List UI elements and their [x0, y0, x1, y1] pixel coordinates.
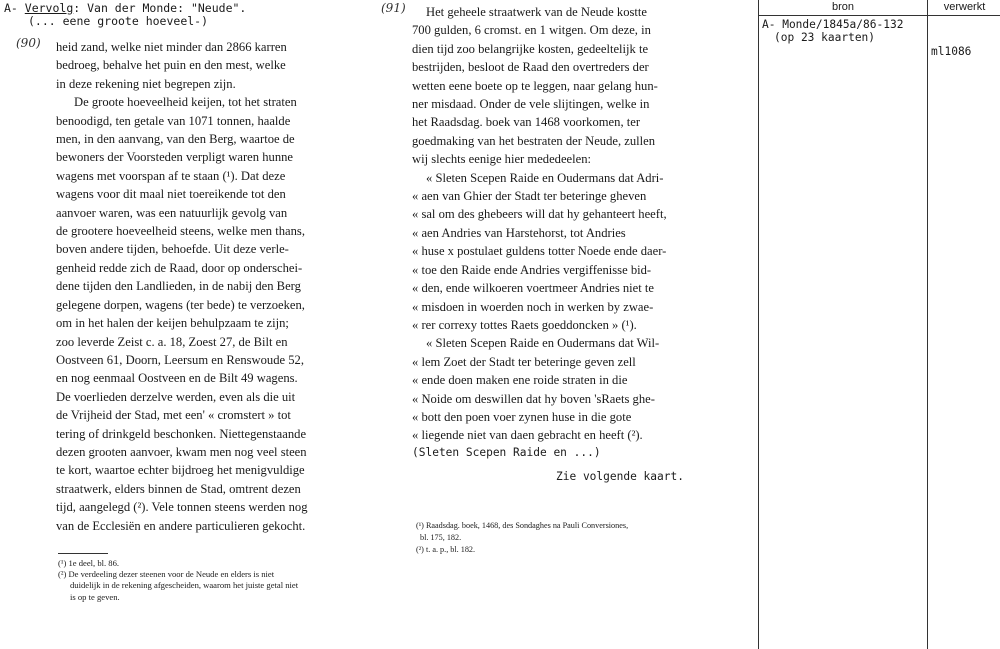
quote-line: « rer correxy tottes Raets goeddoncken » (¹). — [412, 317, 637, 332]
footnote: (¹) 1e deel, bl. 86. — [58, 558, 120, 568]
quote-line: « sal om des ghebeers will dat hy gehanteert heeft, — [412, 207, 667, 222]
card-header — [4, 2, 334, 28]
text-line: de grootere hoeveelheid steens, welke men thans, — [56, 224, 305, 239]
text-line: men, in den aanvang, van den Berg, waartoe de — [56, 132, 295, 147]
quote-line: « den, ende wilkoeren voertmeer Andries niet te — [412, 281, 654, 296]
column-divider — [927, 0, 928, 649]
header-verwerkt: verwerkt — [943, 1, 986, 13]
quote-line: « bott den poen voer zynen huse in die gote — [412, 409, 632, 424]
footnote: (²) t. a. p., bl. 182. — [416, 544, 476, 554]
text-line: genheid redde zich de Raad, door op onderschei- — [56, 260, 303, 275]
quote-block-2 — [412, 334, 714, 444]
text-line: bewoners der Voorsteden verpligt waren hunne — [56, 150, 293, 165]
text-line: gelegene dorpen, wagens (ter bede) te verzoeken, — [56, 297, 305, 312]
footnote: bl. 175, 182. — [420, 532, 462, 542]
text-line: te kort, waartoe echter bijdroeg het menigvuldige — [56, 463, 305, 478]
text-line: het Raadsdag. boek van 1468 voorkomen, ter — [412, 115, 641, 130]
middle-text-column — [412, 3, 714, 486]
text-line: en nog eenmaal Oostveen en de Bilt 49 wagens. — [56, 371, 298, 386]
text-line: boven andere tijden, behoefde. Uit deze verle- — [56, 242, 289, 257]
left-text-column — [56, 38, 362, 535]
text-line: benoodigd, ten getale van 1071 tonnen, haalde — [56, 113, 291, 128]
footnote: (²) De verdeeling dezer steenen voor de Neude en elders is niet — [58, 569, 275, 580]
text-line: Oostveen 61, Doorn, Leersum en Renswoude 52, — [56, 352, 304, 367]
source-reference: A- Monde/1845a/86-132 — [762, 18, 904, 31]
see-next-card: Zie volgende kaart. — [556, 469, 684, 483]
quote-block-1 — [412, 169, 714, 335]
text-line: bedroeg, behalve het puin en den mest, welke — [56, 58, 286, 73]
text-line: bestrijden, besloot de Raad den overtreders der — [412, 60, 649, 75]
quote-line: « Noide om deswillen dat hy boven 'sRaets ghe- — [412, 391, 655, 406]
footnote: (¹) Raadsdag. boek, 1468, des Sondaghes na Pauli Conversiones, — [416, 521, 629, 530]
text-line: dezen grooten aanvoer, kwam men nog veel steen — [56, 444, 307, 459]
header-bron: bron — [831, 1, 855, 13]
page-number-left: (90) — [16, 36, 41, 50]
quote-line: « Sleten Scepen Raide en Oudermans dat Adri- — [426, 170, 664, 185]
text-line: 700 gulden, 6 cromst. en 1 witgen. Om deze, in — [412, 23, 651, 38]
text-line: wetten eene boete op te leggen, naar gelang hun- — [412, 78, 658, 93]
footnote: duidelijk in de rekening afgescheiden, waarom het juiste getal niet — [70, 580, 299, 591]
quote-line: « aen van Ghier der Stadt ter beteringe gheven — [412, 189, 647, 204]
quote-line: « toe den Raide ende Andries vergiffenisse bid- — [412, 262, 652, 277]
quote-line: « lem Zoet der Stadt ter beteringe geven zell — [412, 354, 636, 369]
text-line: tijd, aangelegd (²). Vele tonnen steens werden nog — [56, 500, 308, 515]
header-line-2: (... eene groote hoeveel-) — [28, 14, 209, 28]
text-line: in deze rekening niet begrepen zijn. — [56, 76, 236, 91]
text-line: dien tijd zoo belangrijke kosten, gedeeltelijk te — [412, 41, 649, 56]
quote-line: « aen Andries van Harstehorst, tot Andries — [412, 225, 626, 240]
text-line: dene tijden den Landlieden, in de nabij den Berg — [56, 279, 301, 294]
source-table — [758, 0, 1000, 649]
text-line: zoo leverde Zeist c. a. 18, Zoest 27, de Bilt en — [56, 334, 288, 349]
text-line: wij slechts eenige hier mededeelen: — [412, 152, 592, 167]
quote-line: « misdoen in woerden noch in werken by zwae- — [412, 299, 654, 314]
typed-continuation: (Sleten Scepen Raide en ...) — [412, 445, 601, 459]
text-line: heid zand, welke niet minder dan 2866 karren — [56, 40, 287, 54]
text-line: straatwerk, elders binnen de Stad, omtrent dezen — [56, 481, 301, 496]
processed-code: ml1086 — [931, 45, 972, 58]
footnote-rule-left — [58, 553, 108, 554]
text-line: De groote hoeveelheid keijen, tot het straten — [74, 95, 297, 110]
header-title: : Van der Monde: "Neude". — [73, 1, 247, 15]
text-line: Het geheele straatwerk van de Neude kostte — [426, 5, 647, 19]
text-line: de Vrijheid der Stad, met een' « cromstert » tot — [56, 408, 291, 423]
text-line: De voerlieden derzelve werden, even als die uit — [56, 389, 296, 404]
footnote: is op te geven. — [70, 591, 120, 602]
quote-line: « huse x postulaet guldens totter Noede ende daer- — [412, 244, 667, 259]
text-line: wagens voor dit maal niet toereikende tot den — [56, 187, 286, 202]
source-card-count: (op 23 kaarten) — [774, 31, 876, 44]
footnotes-left — [58, 558, 368, 603]
header-divider — [759, 15, 1000, 16]
text-line: tering of drinkgeld beschonken. Niettegenstaande — [56, 426, 307, 441]
footnotes-middle — [416, 520, 726, 555]
text-line: ner misdaad. Onder de vele slijtingen, welke in — [412, 97, 650, 112]
text-line: goedmaking van het bestraten der Neude, zullen — [412, 133, 656, 148]
text-line: wagens met voorspan af te staan (¹). Dat deze — [56, 168, 286, 183]
quote-line: « ende doen maken ene roide straten in die — [412, 373, 628, 388]
page-number-mid: (91) — [381, 1, 406, 15]
text-line: om in het halen der keijen behulpzaam te zijn; — [56, 316, 289, 331]
quote-line: « Sleten Scepen Raide en Oudermans dat Wil- — [426, 336, 660, 351]
quote-line: « liegende niet van daen gebracht en heeft (²). — [412, 428, 643, 443]
text-line: van de Ecclesiën en andere particulieren gekocht. — [56, 518, 306, 533]
header-vervolg: Vervolg — [24, 1, 74, 15]
text-line: aanvoer waren, was een natuurlijk gevolg van — [56, 205, 288, 220]
header-prefix: A- — [4, 1, 25, 15]
